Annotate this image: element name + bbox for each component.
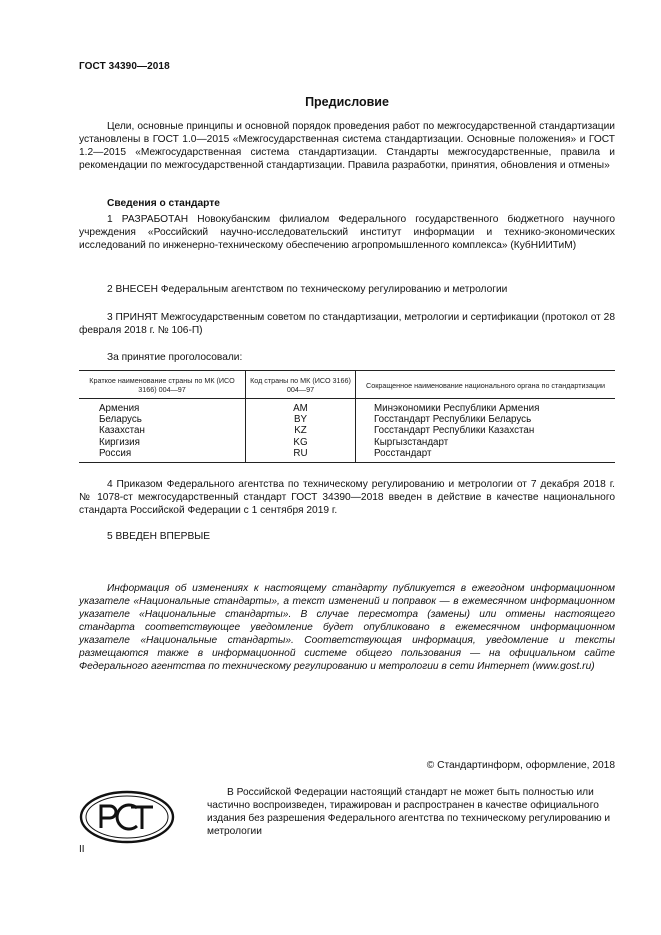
info-item-5: 5 ВВЕДЕН ВПЕРВЫЕ [107, 531, 211, 542]
table-row [79, 448, 615, 463]
body-cell: Минэкономики Республики Армения [356, 399, 616, 415]
changes-notice-text: Информация об изменениях к настоящему стандарту публикуется в ежегодном информационном указателе «Национальные стандарты», а текст изменений и поправок — в ежемесячном информационном указателе «Национальные стандарты». В случае пересмотра (замены) или отмены настоящего стандарта соответствующее уведомление будет опубликовано в ежемесячном информационном указателе «Национальные стандарты». Соответствующая информация, уведомление и тексты размещаются также в информационной системе общего пользования — на официальном сайте Федерального агентства по техническому регулированию и метрологии в сети Интернет (www.gost.ru) [79, 583, 615, 672]
info-item-2 [79, 283, 615, 296]
preface-intro-paragraph [79, 120, 615, 172]
code-cell: KZ [246, 425, 356, 436]
votes-header-body: Сокращенное наименование национального органа по стандартизации [356, 371, 616, 399]
country-cell: Россия [79, 448, 246, 463]
code-cell: RU [246, 448, 356, 463]
code-cell: AM [246, 399, 356, 415]
body-cell: Госстандарт Республики Беларусь [356, 414, 616, 425]
country-cell: Армения [99, 403, 140, 414]
votes-table [79, 370, 615, 463]
rst-logo [79, 790, 175, 849]
votes-header-country: Краткое наименование страны по МК (ИСО 3166) 004—97 [79, 371, 246, 399]
country-cell: Казахстан [99, 425, 145, 437]
info-item-4 [79, 478, 615, 517]
table-row [79, 437, 615, 448]
code-cell: KG [246, 437, 356, 448]
info-item-3-text: 3 ПРИНЯТ Межгосударственным советом по стандартизации, метрологии и сертификации (протокол от 28 февраля 2018 г. № 106-П) [79, 312, 615, 336]
code-cell: BY [246, 414, 356, 425]
table-row [79, 425, 615, 436]
votes-intro: За принятие проголосовали: [107, 352, 243, 363]
info-item-4-text: 4 Приказом Федерального агентства по техническому регулированию и метрологии от 7 декабря 2018 г. № 1078-ст межгосударственный стандарт ГОСТ 34390—2018 введен в действие в качестве национального стандарта Российской Федерации с 1 сентября 2019 г. [79, 479, 615, 516]
preface-title: Предисловие [305, 95, 389, 109]
rst-logo-text: РСТ [127, 841, 129, 842]
country-cell: Киргизия [99, 436, 140, 448]
standard-info-heading: Сведения о стандарте [107, 198, 220, 209]
body-cell: Росстандарт [356, 448, 616, 463]
changes-notice [79, 582, 615, 673]
reproduction-notice-text: В Российской Федерации настоящий стандарт не может быть полностью или частично воспроизведен, тиражирован и распространен в качестве официального издания без разрешения Федерального агентства по техническому регулированию и метрологии [207, 787, 611, 837]
rst-logo-icon [79, 790, 175, 844]
table-row [79, 414, 615, 425]
copyright-line: © Стандартинформ, оформление, 2018 [426, 760, 615, 771]
body-cell: Госстандарт Республики Казахстан [356, 425, 616, 436]
votes-table-header-row [79, 371, 615, 399]
info-item-2-text: 2 ВНЕСЕН Федеральным агентством по техническому регулированию и метрологии [107, 284, 508, 295]
table-row [79, 399, 615, 415]
info-item-1 [79, 213, 615, 252]
standard-code-header: ГОСТ 34390—2018 [79, 61, 170, 72]
info-item-3 [79, 311, 615, 337]
preface-intro-text: Цели, основные принципы и основной порядок проведения работ по межгосударственной стандартизации установлены в ГОСТ 1.0—2015 «Межгосударственная система стандартизации. Основные положения» и ГОСТ 1.2—2015 «Межгосударственная система стандартизации. Стандарты межгосударственные, правила и рекомендации по межгосударственной стандартизации. Правила разработки, принятия, обновления и отмены» [79, 121, 615, 171]
country-cell: Беларусь [99, 414, 142, 426]
votes-header-code: Код страны по МК (ИСО 3166) 004—97 [246, 371, 356, 399]
reproduction-notice [207, 786, 617, 838]
info-item-1-text: 1 РАЗРАБОТАН Новокубанским филиалом Федерального государственного бюджетного научного учреждения «Российский научно-исследовательский институт информации и технико-экономических исследований по инженерно-техническому обеспечению агропромышленного комплекса» (КубНИИТиМ) [79, 214, 615, 251]
page-number: II [79, 844, 85, 855]
body-cell: Кыргызстандарт [356, 437, 616, 448]
